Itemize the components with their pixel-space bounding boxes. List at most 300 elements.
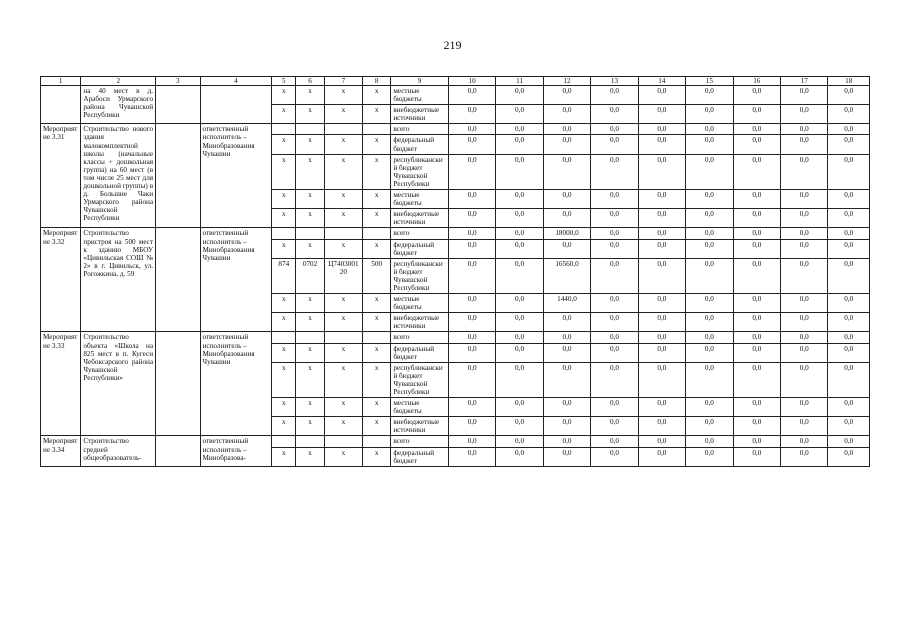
column-number: 10 [448, 77, 495, 86]
table-row [41, 228, 870, 239]
value-cell: 0,0 [781, 332, 828, 343]
value-cell: 0,0 [686, 239, 733, 258]
target-article-cell: Ц7403001 20 [324, 258, 362, 293]
value-cell: 0,0 [686, 398, 733, 417]
value-cell: 0,0 [543, 313, 590, 332]
column-number: 8 [363, 77, 391, 86]
value-cell: 0,0 [638, 332, 685, 343]
value-cell: 0,0 [448, 154, 495, 189]
expense-type-cell [363, 436, 391, 447]
value-cell: 0,0 [638, 417, 685, 436]
value-cell: 0,0 [781, 239, 828, 258]
grbs-cell: х [272, 154, 296, 189]
value-cell: 0,0 [591, 154, 638, 189]
value-cell: 0,0 [543, 332, 590, 343]
value-cell: 0,0 [638, 209, 685, 228]
page-number: 219 [443, 38, 462, 52]
column-number: 4 [200, 77, 272, 86]
value-cell: 0,0 [638, 343, 685, 362]
target-article-cell: х [324, 154, 362, 189]
grbs-cell: х [272, 313, 296, 332]
value-cell: 0,0 [828, 105, 870, 124]
value-cell: 0,0 [591, 135, 638, 154]
value-cell: 0,0 [448, 313, 495, 332]
value-cell: 0,0 [686, 313, 733, 332]
value-cell: 0,0 [781, 258, 828, 293]
event-code-cell [41, 86, 81, 124]
target-article-cell: х [324, 86, 362, 105]
funding-source-cell: внебюджетные источники [391, 209, 449, 228]
event-name-cell: на 40 мест в д. Арабоси Урмарского района Чувашской Республики [81, 86, 156, 124]
event-code-cell: Мероприятие 3.33 [41, 332, 81, 436]
value-cell: 0,0 [733, 135, 780, 154]
value-cell: 0,0 [496, 209, 543, 228]
value-cell: 0,0 [686, 124, 733, 135]
value-cell: 0,0 [828, 258, 870, 293]
value-cell: 0,0 [448, 86, 495, 105]
value-cell: 0,0 [733, 398, 780, 417]
value-cell: 0,0 [591, 258, 638, 293]
value-cell: 0,0 [781, 228, 828, 239]
value-cell: 0,0 [638, 228, 685, 239]
value-cell: 0,0 [781, 124, 828, 135]
value-cell: 18000,0 [543, 228, 590, 239]
section-cell [296, 436, 324, 447]
value-cell: 0,0 [781, 86, 828, 105]
value-cell: 0,0 [543, 447, 590, 466]
value-cell: 0,0 [591, 86, 638, 105]
value-cell: 0,0 [781, 294, 828, 313]
value-cell: 0,0 [686, 417, 733, 436]
expense-type-cell: х [363, 239, 391, 258]
value-cell: 0,0 [686, 154, 733, 189]
value-cell: 0,0 [543, 86, 590, 105]
value-cell: 0,0 [591, 239, 638, 258]
value-cell: 0,0 [591, 124, 638, 135]
column-number: 15 [686, 77, 733, 86]
value-cell: 0,0 [496, 417, 543, 436]
target-article-cell: х [324, 313, 362, 332]
target-article-cell: х [324, 398, 362, 417]
value-cell: 0,0 [733, 209, 780, 228]
value-cell: 0,0 [638, 154, 685, 189]
value-cell: 0,0 [686, 105, 733, 124]
section-cell: х [296, 190, 324, 209]
value-cell: 0,0 [828, 313, 870, 332]
expense-type-cell [363, 228, 391, 239]
empty-cell [156, 228, 200, 332]
value-cell: 0,0 [543, 398, 590, 417]
value-cell: 0,0 [448, 294, 495, 313]
target-article-cell: х [324, 362, 362, 397]
value-cell: 0,0 [638, 398, 685, 417]
target-article-cell: х [324, 294, 362, 313]
expense-type-cell: 500 [363, 258, 391, 293]
grbs-cell: х [272, 362, 296, 397]
value-cell: 0,0 [448, 332, 495, 343]
value-cell: 0,0 [733, 190, 780, 209]
executor-cell: ответственный исполнитель – Минобразования Чувашии [200, 332, 272, 436]
expense-type-cell: х [363, 154, 391, 189]
target-article-cell [324, 436, 362, 447]
value-cell: 0,0 [828, 190, 870, 209]
empty-cell [156, 124, 200, 228]
value-cell: 0,0 [828, 86, 870, 105]
value-cell: 0,0 [828, 154, 870, 189]
value-cell: 0,0 [591, 398, 638, 417]
value-cell: 0,0 [733, 343, 780, 362]
funding-source-cell: федеральный бюджет [391, 343, 449, 362]
value-cell: 0,0 [733, 447, 780, 466]
empty-cell [156, 436, 200, 466]
value-cell: 0,0 [448, 436, 495, 447]
funding-source-cell: республиканский бюджет Чувашской Республики [391, 154, 449, 189]
grbs-cell: х [272, 343, 296, 362]
value-cell: 0,0 [828, 294, 870, 313]
value-cell: 0,0 [638, 86, 685, 105]
value-cell: 0,0 [543, 135, 590, 154]
value-cell: 0,0 [543, 417, 590, 436]
value-cell: 0,0 [781, 209, 828, 228]
value-cell: 0,0 [591, 294, 638, 313]
value-cell: 0,0 [638, 313, 685, 332]
expense-type-cell: х [363, 209, 391, 228]
value-cell: 0,0 [638, 190, 685, 209]
event-name-cell: Строительство нового здания малокомплектной школы (начальные классы + дошкольная группа) на 60 мест (в том числе 25 мест для дошкольной группы) в д. Большие Чаки Урмарского района Чувашской Республики [81, 124, 156, 228]
expense-type-cell [363, 124, 391, 135]
grbs-cell: х [272, 398, 296, 417]
target-article-cell [324, 228, 362, 239]
column-number: 14 [638, 77, 685, 86]
value-cell: 0,0 [591, 343, 638, 362]
budget-table [40, 76, 870, 467]
column-number: 18 [828, 77, 870, 86]
value-cell: 0,0 [448, 417, 495, 436]
grbs-cell: х [272, 447, 296, 466]
target-article-cell: х [324, 105, 362, 124]
target-article-cell [324, 332, 362, 343]
value-cell: 0,0 [591, 313, 638, 332]
column-number: 17 [781, 77, 828, 86]
section-cell: х [296, 398, 324, 417]
expense-type-cell: х [363, 313, 391, 332]
section-cell: х [296, 417, 324, 436]
value-cell: 0,0 [781, 154, 828, 189]
value-cell: 0,0 [591, 190, 638, 209]
event-name-cell: Строительство объекта «Школа на 825 мест в п. Кугеси Чебоксарского района Чувашской Республики» [81, 332, 156, 436]
funding-source-cell: федеральный бюджет [391, 135, 449, 154]
value-cell: 0,0 [543, 239, 590, 258]
value-cell: 0,0 [448, 447, 495, 466]
section-cell: 0702 [296, 258, 324, 293]
event-code-cell: Мероприятие 3.34 [41, 436, 81, 466]
value-cell: 0,0 [781, 436, 828, 447]
funding-source-cell: местные бюджеты [391, 190, 449, 209]
value-cell: 16560,0 [543, 258, 590, 293]
grbs-cell: х [272, 294, 296, 313]
event-code-cell: Мероприятие 3.32 [41, 228, 81, 332]
target-article-cell: х [324, 190, 362, 209]
value-cell: 0,0 [543, 436, 590, 447]
funding-source-cell: всего [391, 436, 449, 447]
value-cell: 0,0 [496, 362, 543, 397]
grbs-cell: х [272, 105, 296, 124]
grbs-cell: х [272, 190, 296, 209]
column-number: 9 [391, 77, 449, 86]
value-cell: 0,0 [496, 105, 543, 124]
value-cell: 0,0 [496, 228, 543, 239]
value-cell: 0,0 [496, 239, 543, 258]
value-cell: 0,0 [781, 313, 828, 332]
executor-cell: ответственный исполнитель – Минобразования Чувашии [200, 124, 272, 228]
value-cell: 0,0 [591, 447, 638, 466]
expense-type-cell [363, 332, 391, 343]
value-cell: 0,0 [686, 86, 733, 105]
value-cell: 0,0 [686, 258, 733, 293]
column-number: 7 [324, 77, 362, 86]
section-cell [296, 124, 324, 135]
value-cell: 0,0 [781, 343, 828, 362]
value-cell: 0,0 [638, 447, 685, 466]
section-cell: х [296, 343, 324, 362]
executor-cell: ответственный исполнитель – Минобразования Чувашии [200, 228, 272, 332]
value-cell: 0,0 [686, 447, 733, 466]
event-code-cell: Мероприятие 3.31 [41, 124, 81, 228]
value-cell: 0,0 [781, 105, 828, 124]
executor-cell: ответственный исполнитель – Минобразова- [200, 436, 272, 466]
value-cell: 0,0 [781, 398, 828, 417]
expense-type-cell: х [363, 447, 391, 466]
value-cell: 0,0 [733, 258, 780, 293]
value-cell: 0,0 [686, 209, 733, 228]
expense-type-cell: х [363, 417, 391, 436]
section-cell: х [296, 294, 324, 313]
value-cell: 0,0 [448, 398, 495, 417]
value-cell: 0,0 [591, 362, 638, 397]
grbs-cell [272, 124, 296, 135]
value-cell: 0,0 [733, 228, 780, 239]
funding-source-cell: республиканский бюджет Чувашской Республики [391, 258, 449, 293]
event-name-cell: Строительство средней общеобразователь- [81, 436, 156, 466]
table-row [41, 86, 870, 105]
table-row [41, 124, 870, 135]
value-cell: 0,0 [496, 135, 543, 154]
value-cell: 0,0 [733, 417, 780, 436]
value-cell: 0,0 [638, 105, 685, 124]
value-cell: 0,0 [591, 209, 638, 228]
funding-source-cell: внебюджетные источники [391, 417, 449, 436]
value-cell: 0,0 [496, 86, 543, 105]
column-number: 3 [156, 77, 200, 86]
table-row [41, 436, 870, 447]
expense-type-cell: х [363, 135, 391, 154]
value-cell: 0,0 [448, 239, 495, 258]
value-cell: 0,0 [448, 209, 495, 228]
value-cell: 0,0 [828, 436, 870, 447]
value-cell: 0,0 [733, 105, 780, 124]
expense-type-cell: х [363, 105, 391, 124]
value-cell: 0,0 [448, 190, 495, 209]
expense-type-cell: х [363, 190, 391, 209]
target-article-cell: х [324, 239, 362, 258]
value-cell: 0,0 [733, 332, 780, 343]
section-cell: х [296, 154, 324, 189]
value-cell: 0,0 [496, 154, 543, 189]
target-article-cell [324, 124, 362, 135]
target-article-cell: х [324, 447, 362, 466]
value-cell: 0,0 [496, 343, 543, 362]
value-cell: 0,0 [496, 332, 543, 343]
empty-cell [156, 332, 200, 436]
value-cell: 1440,0 [543, 294, 590, 313]
section-cell: х [296, 209, 324, 228]
value-cell: 0,0 [543, 105, 590, 124]
funding-source-cell: федеральный бюджет [391, 239, 449, 258]
section-cell [296, 332, 324, 343]
value-cell: 0,0 [733, 124, 780, 135]
value-cell: 0,0 [828, 447, 870, 466]
expense-type-cell: х [363, 86, 391, 105]
value-cell: 0,0 [686, 294, 733, 313]
value-cell: 0,0 [496, 398, 543, 417]
column-number-row [41, 77, 870, 86]
grbs-cell: х [272, 135, 296, 154]
value-cell: 0,0 [448, 105, 495, 124]
funding-source-cell: всего [391, 332, 449, 343]
value-cell: 0,0 [638, 436, 685, 447]
value-cell: 0,0 [828, 124, 870, 135]
section-cell: х [296, 447, 324, 466]
funding-source-cell: республиканский бюджет Чувашской Республики [391, 362, 449, 397]
section-cell: х [296, 239, 324, 258]
value-cell: 0,0 [448, 124, 495, 135]
value-cell: 0,0 [733, 436, 780, 447]
value-cell: 0,0 [591, 105, 638, 124]
value-cell: 0,0 [543, 124, 590, 135]
executor-cell [200, 86, 272, 124]
value-cell: 0,0 [781, 362, 828, 397]
value-cell: 0,0 [496, 447, 543, 466]
funding-source-cell: местные бюджеты [391, 86, 449, 105]
value-cell: 0,0 [781, 417, 828, 436]
section-cell: х [296, 86, 324, 105]
value-cell: 0,0 [496, 436, 543, 447]
target-article-cell: х [324, 343, 362, 362]
value-cell: 0,0 [448, 228, 495, 239]
value-cell: 0,0 [733, 86, 780, 105]
grbs-cell [272, 332, 296, 343]
section-cell: х [296, 313, 324, 332]
value-cell: 0,0 [496, 190, 543, 209]
value-cell: 0,0 [638, 135, 685, 154]
grbs-cell: х [272, 239, 296, 258]
value-cell: 0,0 [781, 135, 828, 154]
value-cell: 0,0 [686, 332, 733, 343]
value-cell: 0,0 [733, 362, 780, 397]
column-number: 1 [41, 77, 81, 86]
value-cell: 0,0 [448, 258, 495, 293]
value-cell: 0,0 [638, 258, 685, 293]
funding-source-cell: всего [391, 124, 449, 135]
target-article-cell: х [324, 135, 362, 154]
section-cell: х [296, 362, 324, 397]
column-number: 13 [591, 77, 638, 86]
value-cell: 0,0 [828, 362, 870, 397]
value-cell: 0,0 [543, 209, 590, 228]
value-cell: 0,0 [496, 258, 543, 293]
funding-source-cell: всего [391, 228, 449, 239]
target-article-cell: х [324, 417, 362, 436]
expense-type-cell: х [363, 398, 391, 417]
value-cell: 0,0 [828, 398, 870, 417]
grbs-cell: х [272, 86, 296, 105]
column-number: 12 [543, 77, 590, 86]
value-cell: 0,0 [828, 417, 870, 436]
value-cell: 0,0 [591, 417, 638, 436]
value-cell: 0,0 [828, 228, 870, 239]
column-number: 11 [496, 77, 543, 86]
value-cell: 0,0 [733, 313, 780, 332]
value-cell: 0,0 [543, 343, 590, 362]
value-cell: 0,0 [733, 154, 780, 189]
value-cell: 0,0 [828, 209, 870, 228]
value-cell: 0,0 [686, 436, 733, 447]
section-cell: х [296, 105, 324, 124]
empty-cell [156, 86, 200, 124]
value-cell: 0,0 [638, 124, 685, 135]
value-cell: 0,0 [543, 190, 590, 209]
value-cell: 0,0 [828, 135, 870, 154]
expense-type-cell: х [363, 343, 391, 362]
value-cell: 0,0 [591, 436, 638, 447]
grbs-cell [272, 228, 296, 239]
expense-type-cell: х [363, 294, 391, 313]
grbs-cell: 874 [272, 258, 296, 293]
column-number: 2 [81, 77, 156, 86]
value-cell: 0,0 [781, 190, 828, 209]
value-cell: 0,0 [496, 294, 543, 313]
value-cell: 0,0 [733, 294, 780, 313]
value-cell: 0,0 [638, 294, 685, 313]
value-cell: 0,0 [448, 135, 495, 154]
value-cell: 0,0 [828, 332, 870, 343]
funding-source-cell: местные бюджеты [391, 398, 449, 417]
value-cell: 0,0 [733, 239, 780, 258]
value-cell: 0,0 [781, 447, 828, 466]
value-cell: 0,0 [686, 190, 733, 209]
event-name-cell: Строительство пристроя на 500 мест к зданию МБОУ «Цивильская СОШ № 2» в г. Цивильск, ул. Рогожкина, д. 59 [81, 228, 156, 332]
column-number: 5 [272, 77, 296, 86]
value-cell: 0,0 [591, 332, 638, 343]
value-cell: 0,0 [686, 362, 733, 397]
grbs-cell [272, 436, 296, 447]
expense-type-cell: х [363, 362, 391, 397]
value-cell: 0,0 [686, 343, 733, 362]
funding-source-cell: местные бюджеты [391, 294, 449, 313]
value-cell: 0,0 [828, 343, 870, 362]
target-article-cell: х [324, 209, 362, 228]
column-number: 16 [733, 77, 780, 86]
section-cell [296, 228, 324, 239]
grbs-cell: х [272, 417, 296, 436]
column-number: 6 [296, 77, 324, 86]
value-cell: 0,0 [638, 239, 685, 258]
value-cell: 0,0 [496, 124, 543, 135]
value-cell: 0,0 [686, 135, 733, 154]
value-cell: 0,0 [686, 228, 733, 239]
value-cell: 0,0 [543, 154, 590, 189]
value-cell: 0,0 [448, 362, 495, 397]
